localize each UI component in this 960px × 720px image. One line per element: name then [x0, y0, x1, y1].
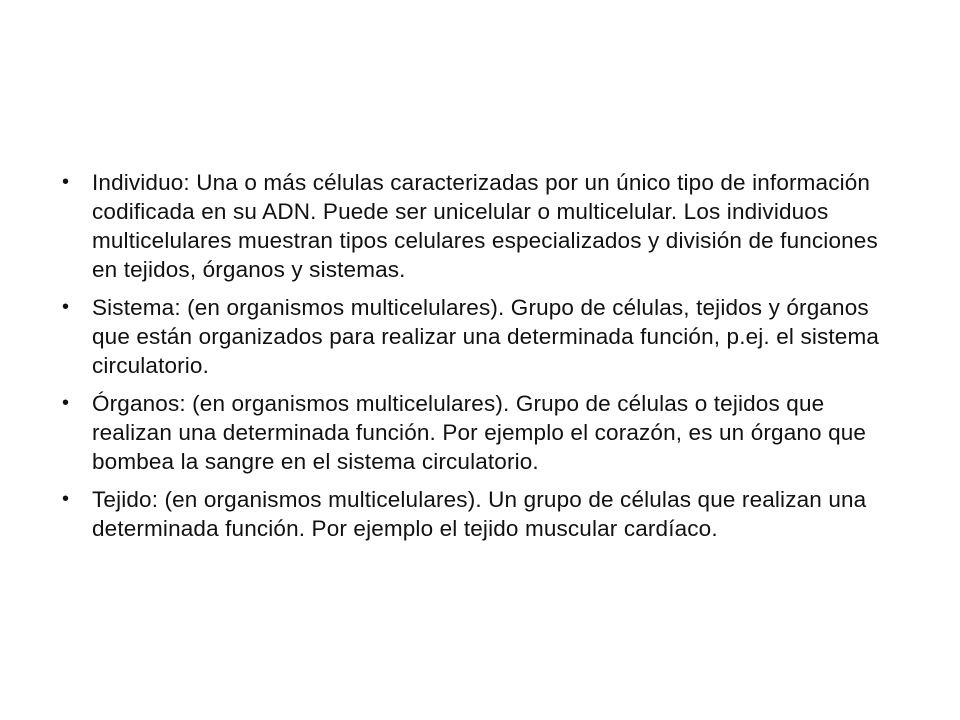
bullet-text: Individuo: Una o más células caracterizadas por un único tipo de información codificada en su ADN. Puede ser unicelular o multicelular. Los individuos multicelulares muestran tipos celulares especializados y división de funciones en tejidos, órganos y sistemas. [92, 170, 878, 282]
bullet-icon: • [62, 488, 70, 510]
bullet-icon: • [62, 296, 70, 318]
bullet-list [60, 168, 900, 552]
bullet-text: Tejido: (en organismos multicelulares). Un grupo de células que realizan una determinada función. Por ejemplo el tejido muscular cardíaco. [92, 487, 867, 541]
bullet-icon: • [62, 392, 70, 414]
bullet-item-individuo [60, 168, 900, 284]
bullet-item-tejido [60, 485, 900, 543]
bullet-item-sistema [60, 293, 900, 380]
bullet-item-organos [60, 389, 900, 476]
bullet-text: Órganos: (en organismos multicelulares). Grupo de células o tejidos que realizan una determinada función. Por ejemplo el corazón, es un órgano que bombea la sangre en el sistema circulatorio. [92, 391, 867, 474]
bullet-icon: • [62, 171, 70, 193]
bullet-text: Sistema: (en organismos multicelulares). Grupo de células, tejidos y órganos que están organizados para realizar una determinada función, p.ej. el sistema circulatorio. [92, 295, 880, 378]
